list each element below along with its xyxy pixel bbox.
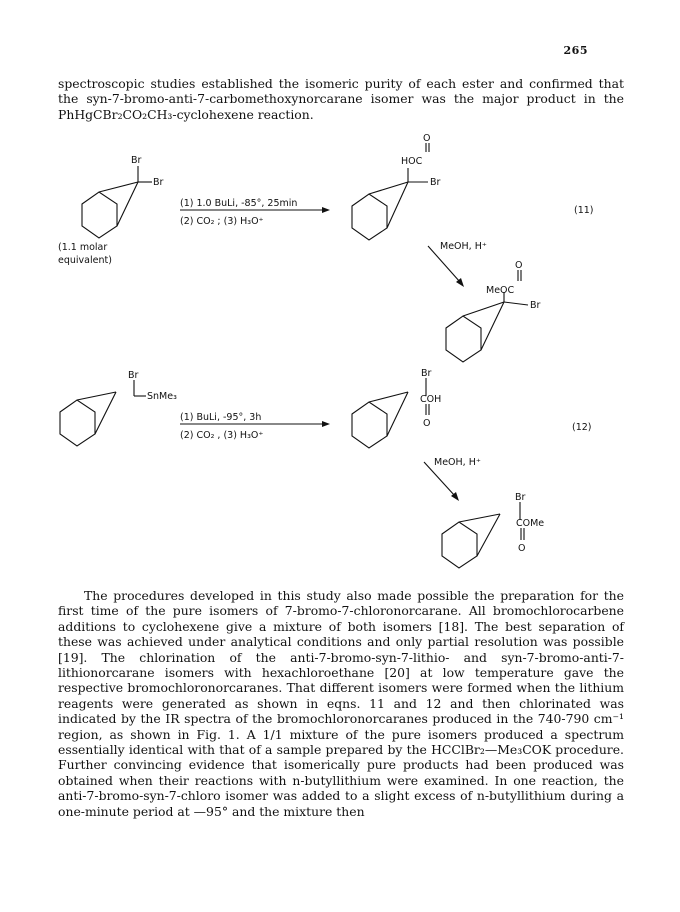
- esterification-arrow-11: [428, 241, 487, 287]
- product-bromo-ester: [446, 260, 541, 362]
- ester-12-br: Br: [515, 492, 526, 503]
- reactant-12-br: Br: [128, 370, 139, 381]
- reactant-note-line1: (1.1 molar: [58, 242, 108, 253]
- reactant-br-top: Br: [131, 155, 142, 166]
- scheme-12: [60, 368, 592, 568]
- ester-12-oxygen: O: [518, 543, 526, 554]
- reaction-arrow-12: [180, 412, 330, 441]
- reactant-stannylnorcarane: [60, 370, 177, 446]
- body-paragraph: [58, 588, 624, 819]
- product-12-acid: [352, 368, 441, 448]
- conditions-11-line2: (2) CO₂ ; (3) H₃O⁺: [180, 216, 264, 227]
- esterification-arrow-12: [424, 457, 481, 501]
- reactant-dibromonorcarane: [58, 155, 164, 266]
- conditions-12-line1: (1) BuLi, -95°, 3h: [180, 412, 262, 423]
- page-number: 265: [563, 44, 588, 57]
- esterification-11-reagent: MeOH, H⁺: [440, 241, 487, 252]
- esterification-12-reagent: MeOH, H⁺: [434, 457, 481, 468]
- reactant-12-tin: SnMe₃: [147, 391, 177, 402]
- acid-12-group: COH: [420, 394, 442, 405]
- conditions-11-line1: (1) 1.0 BuLi, -85°, 25min: [180, 198, 298, 209]
- intro-text: spectroscopic studies established the isomeric purity of each ester and confirmed that the syn-7-bromo-anti-7-carbomethoxynorcarane isomer was the major product in the PhHgCBr₂CO₂CH₃-cyclohexene reaction.: [58, 76, 624, 122]
- reaction-arrow-11: [180, 198, 330, 227]
- product-12-ester: [442, 492, 544, 568]
- ester-oxygen: O: [515, 260, 523, 271]
- equation-number-11: (11): [574, 205, 594, 216]
- acid-group: HOC: [401, 156, 423, 167]
- ester-br: Br: [530, 300, 541, 311]
- equation-number-12: (12): [572, 422, 592, 433]
- acid-oxygen: O: [423, 133, 431, 144]
- product-bromo-acid: [352, 133, 441, 240]
- reactant-br-side: Br: [153, 177, 164, 188]
- ester-group: MeOC: [486, 285, 515, 296]
- intro-paragraph: [58, 76, 624, 122]
- acid-12-br: Br: [421, 368, 432, 379]
- acid-br: Br: [430, 177, 441, 188]
- ester-12-group: COMe: [516, 518, 545, 529]
- conditions-12-line2: (2) CO₂ , (3) H₃O⁺: [180, 430, 264, 441]
- reactant-note-line2: equivalent): [58, 255, 112, 266]
- acid-12-oxygen: O: [423, 418, 431, 429]
- scheme-11: [58, 133, 594, 362]
- body-text: The procedures developed in this study also made possible the preparation for the first time of the pure isomers of 7-bromo-7-chloronorcarane. All bromochlorocarbene additions to cyclohexene give a mixture of both isomers [18]. The best separation of these was achieved under analytical conditions and only partial resolution was possible [19]. The chlorination of the anti-7-bromo-syn-7-lithio- and syn-7-bromo-anti-7-lithionorcarane isomers with hexachloroethane [20] at low temperature gave the respective bromochloronorcaranes. That different isomers were formed when the lithium reagents were generated as shown in eqns. 11 and 12 and then chlorinated was indicated by the IR spectra of the bromochloronorcaranes produced in the 740-790 cm⁻¹ region, as shown in Fig. 1. A 1/1 mixture of the pure isomers produced a spectrum essentially identical with that of a sample prepared by the HCClBr₂—Me₃COK procedure. Further convincing evidence that isomerically pure products had been produced was obtained when their reactions with n-butyllithium were examined. In one reaction, the anti-7-bromo-syn-7-chloro isomer was added to a slight excess of n-butyllithium during a one-minute period at —95° and the mixture then: [58, 588, 624, 819]
